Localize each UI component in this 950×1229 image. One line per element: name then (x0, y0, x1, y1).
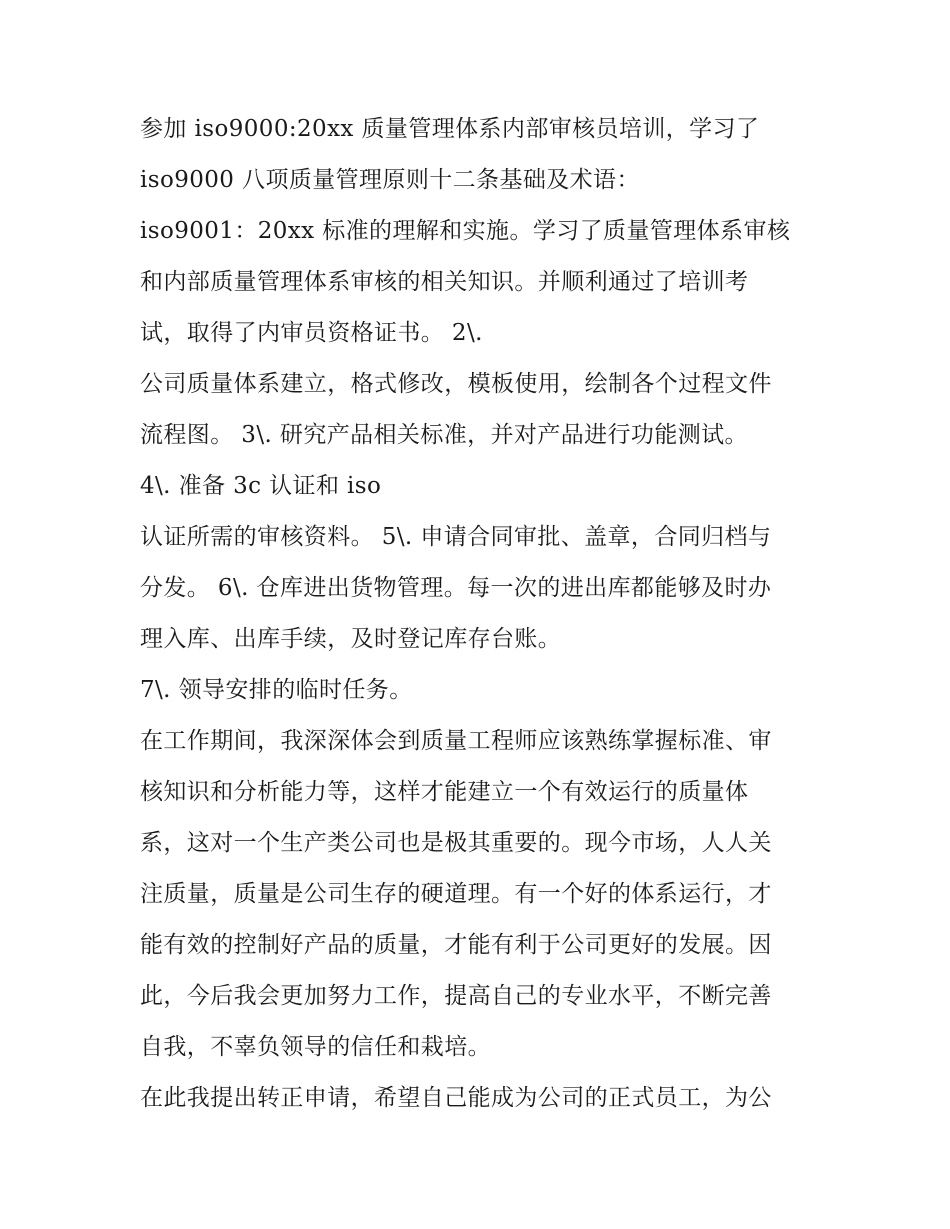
text-line: 7\. 领导安排的临时任务。 (140, 677, 413, 703)
text-line: 公司质量体系建立，格式修改，模板使用，绘制各个过程文件 (140, 371, 772, 397)
document-body (140, 104, 830, 1124)
text-line: 4\. 准备 3c 认证和 iso (140, 473, 382, 499)
text-line: 能有效的控制好产品的质量，才能有利于公司更好的发展。因 (140, 932, 772, 958)
text-line: 在工作期间，我深深体会到质量工程师应该熟练掌握标准、审 (140, 728, 772, 754)
text-line: 注质量，质量是公司生存的硬道理。有一个好的体系运行，才 (140, 881, 772, 907)
text-line: 理入库、出库手续，及时登记库存台账。 (140, 626, 562, 652)
text-line: 试，取得了内审员资格证书。 2\. (140, 320, 483, 346)
text-line: 认证所需的审核资料。 5\. 申请合同审批、盖章，合同归档与 (140, 524, 772, 550)
text-line: 参加 iso9000:20xx 质量管理体系内部审核员培训，学习了 (140, 116, 760, 142)
text-line: 系，这对一个生产类公司也是极其重要的。现今市场，人人关 (140, 830, 772, 856)
text-line: iso9001：20xx 标准的理解和实施。学习了质量管理体系审核 (140, 218, 791, 244)
text-line: iso9000 八项质量管理原则十二条基础及术语： (140, 167, 640, 193)
text-line: 在此我提出转正申请，希望自己能成为公司的正式员工，为公 (140, 1085, 772, 1111)
text-line: 流程图。 3\. 研究产品相关标准，并对产品进行功能测试。 (140, 422, 748, 448)
text-line: 核知识和分析能力等，这样才能建立一个有效运行的质量体 (140, 779, 749, 805)
text-line: 和内部质量管理体系审核的相关知识。并顺利通过了培训考 (140, 269, 749, 295)
text-line: 分发。 6\. 仓库进出货物管理。每一次的进出库都能够及时办 (140, 575, 772, 601)
text-line: 此，今后我会更加努力工作，提高自己的专业水平，不断完善 (140, 983, 772, 1009)
text-line: 自我，不辜负领导的信任和栽培。 (140, 1034, 491, 1060)
